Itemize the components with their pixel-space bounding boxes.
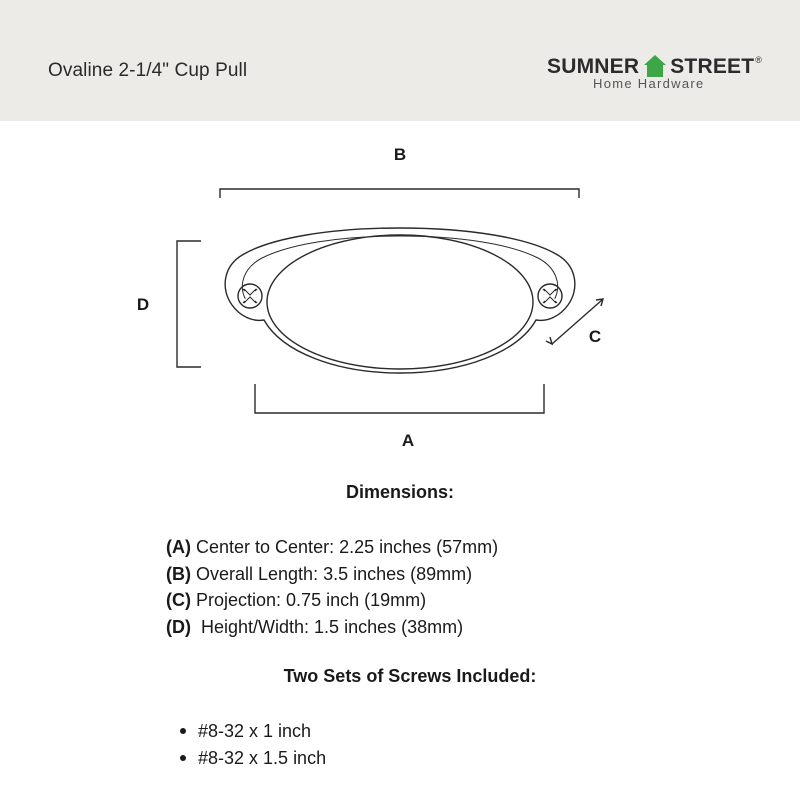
- screws-heading: Two Sets of Screws Included:: [283, 666, 537, 686]
- label-a: A: [401, 431, 415, 450]
- dimension-b-line: [220, 189, 579, 198]
- screw-left-icon: [238, 284, 262, 308]
- screw-item: #8-32 x 1 inch: [180, 718, 326, 745]
- bullet-icon: [180, 728, 186, 734]
- header-banner: [0, 0, 800, 121]
- brand-logo: [547, 49, 762, 95]
- label-c: C: [588, 327, 602, 346]
- brand-name-left: SUMNER: [547, 55, 640, 78]
- screw-right-icon: [538, 284, 562, 308]
- dimension-a-line: [255, 384, 544, 413]
- dimensions-heading: Dimensions:: [345, 482, 455, 502]
- dimension-d-line: [177, 241, 201, 367]
- bullet-icon: [180, 755, 186, 761]
- dimension-item-c: (C) Projection: 0.75 inch (19mm): [166, 590, 427, 610]
- product-title: Ovaline 2-1/4" Cup Pull: [48, 60, 248, 81]
- registered-mark: ®: [755, 55, 763, 65]
- brand-tagline: Home Hardware: [593, 76, 705, 91]
- dimensions-list: [166, 534, 498, 640]
- dimension-item-d: (D) Height/Width: 1.5 inches (38mm): [166, 616, 464, 637]
- dimension-item-a: (A) Center to Center: 2.25 inches (57mm): [166, 537, 499, 557]
- brand-name-right: STREET: [670, 55, 755, 78]
- label-b: B: [393, 145, 407, 164]
- dimension-item-b: (B) Overall Length: 3.5 inches (89mm): [166, 563, 473, 584]
- label-d: D: [136, 295, 150, 314]
- cup-pull-diagram: [0, 121, 800, 461]
- cup-pull-outline: [225, 228, 575, 373]
- house-icon: [643, 54, 667, 78]
- screws-list: [180, 718, 326, 771]
- screw-item: #8-32 x 1.5 inch: [180, 745, 326, 772]
